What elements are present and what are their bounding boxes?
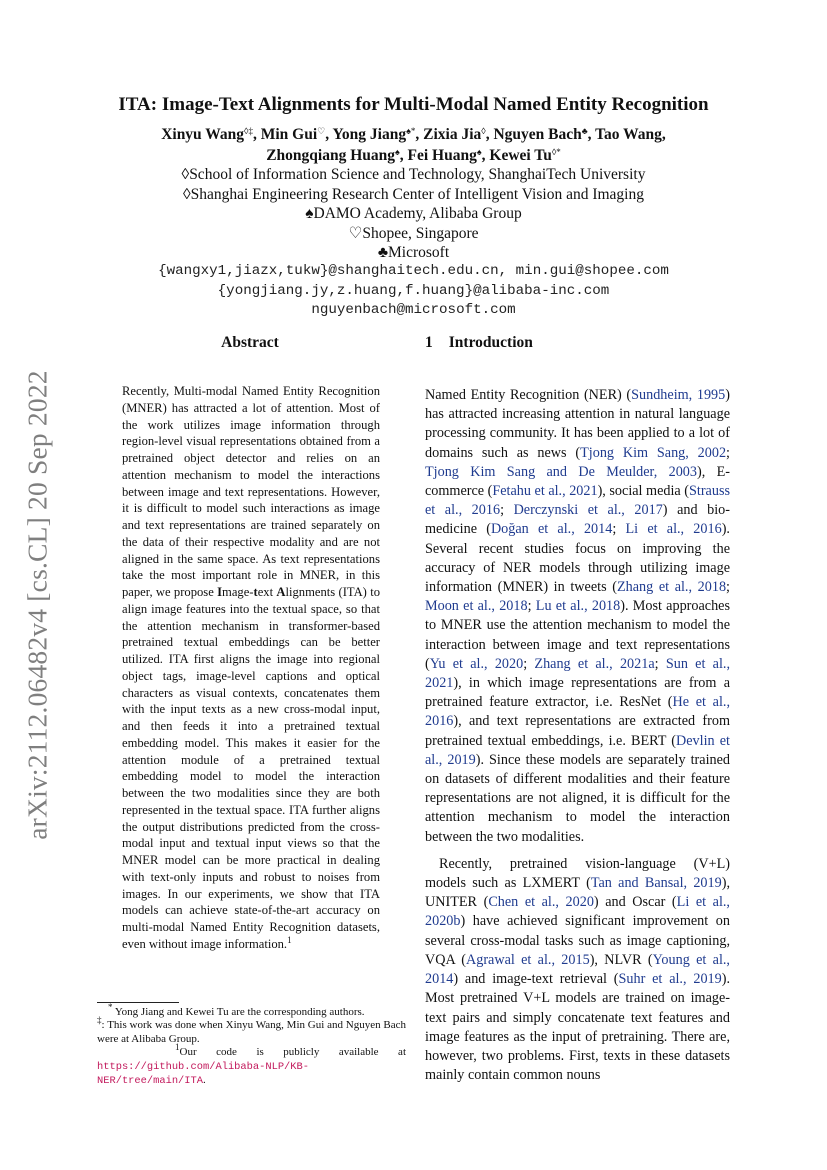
arxiv-identifier-text: arXiv:2112.06482v4 [cs.CL] 20 Sep 2022	[22, 370, 54, 840]
citation-link[interactable]: Young et al., 2014	[425, 951, 730, 988]
code-url-link[interactable]: https://github.com/Alibaba-NLP/KB-NER/tree/main/ITA	[97, 1060, 310, 1088]
arxiv-identifier	[18, 365, 58, 845]
citation-link[interactable]: Yu et al., 2020	[429, 655, 524, 672]
intro-text: ;	[726, 444, 730, 461]
citation-link[interactable]: Devlin et al., 2019	[425, 732, 730, 768]
footnote-mark: ‡	[97, 1015, 102, 1026]
author-name: Fei Huang	[407, 147, 477, 164]
intro-text: ). Several recent studies focus on improving the accuracy of NER models through utilizing image information (MNER) in tweets (	[425, 521, 730, 596]
citation-link[interactable]: Tjong Kim Sang and De Meulder, 2003	[425, 463, 697, 480]
abstract-heading: Abstract	[221, 334, 279, 351]
email-line: nguyenbach@microsoft.com	[311, 302, 516, 319]
footnotes	[97, 1002, 406, 1088]
author-line-1: Xinyu Wang◊‡, Min Gui♡, Yong Jiang♠*, Zixia Jia◊, Nguyen Bach♣, Tao Wang,	[161, 126, 666, 143]
author-name: Yong Jiang	[332, 126, 407, 143]
intro-text: ) and bio-medicine (	[425, 502, 730, 538]
intro-text: ;	[500, 502, 514, 519]
affiliation-item: ◊School of Information Science and Technology, ShanghaiTech University	[181, 166, 646, 183]
intro-text: ;	[726, 579, 730, 596]
intro-text: ) has attracted increasing attention in natural language processing community. It has been applied to a lot of domains such as news (	[425, 387, 730, 461]
intro-text: ;	[527, 598, 536, 615]
citation-link[interactable]: Lu et al., 2018	[535, 598, 621, 615]
affiliation-item: ♠DAMO Academy, Alibaba Group	[305, 205, 522, 223]
author-mark: ◊	[481, 126, 486, 137]
author-line-2: Zhongqiang Huang♠, Fei Huang♠, Kewei Tu◊*	[266, 147, 561, 164]
citation-link[interactable]: Doğan et al., 2014	[490, 521, 613, 538]
footnote-mark: 1	[175, 1042, 180, 1053]
author-mark: ♠*	[406, 126, 416, 137]
author-name: Xinyu Wang	[161, 126, 245, 143]
intro-text: ). Most pretrained V+L models are trained on image-text pairs and simply concatenate text features and image features as the input of pretraining. There are, however, two problems. First, texts in these datasets mainly contain common nouns	[425, 971, 731, 1084]
intro-text: ), E-commerce (	[425, 463, 730, 500]
citation-link[interactable]: He et al., 2016	[425, 694, 730, 730]
intro-paragraph-2	[425, 855, 730, 1085]
intro-text: ). Since these models are separately trained on datasets of different modalities and their feature representations are not aligned, it is difficult for the attention mechanism to model the interaction between the two modalities.	[425, 751, 730, 845]
intro-text: ). Most approaches to MNER use the attention mechanism to model the interaction between image and text representations (	[425, 598, 730, 672]
intro-text: ;	[523, 655, 535, 672]
intro-paragraph-1	[425, 386, 730, 847]
intro-text: ) and image-text retrieval (	[453, 971, 619, 988]
abstract-bold-letter: I	[217, 585, 223, 599]
intro-heading	[425, 334, 533, 352]
footnote-ref[interactable]: 1	[287, 934, 292, 945]
intro-text: Named Entity Recognition (NER) (	[425, 387, 632, 403]
affiliation-item: ♣Microsoft	[377, 244, 450, 262]
intro-body	[425, 386, 730, 1085]
citation-link[interactable]: Suhr et al., 2019	[618, 971, 722, 988]
footnote-alibaba	[97, 1015, 406, 1046]
author-name: Nguyen Bach	[493, 126, 582, 143]
intro-text: Recently, pretrained vision-language (V+L) models such as LXMERT (	[425, 855, 730, 892]
affiliation-item: ◊Shanghai Engineering Research Center of Intelligent Vision and Imaging	[183, 185, 644, 203]
citation-link[interactable]: Sun et al., 2021	[425, 655, 730, 692]
author-mark: ♡	[317, 126, 326, 137]
author-name: Tao Wang,	[595, 126, 666, 143]
abstract-text: lignments	[285, 585, 336, 599]
section-title: Introduction	[448, 334, 533, 351]
citation-link[interactable]: Li et al., 2020b	[425, 894, 730, 930]
intro-text: ), UNITER (	[425, 875, 730, 911]
citation-link[interactable]: Sundheim, 1995	[631, 387, 726, 403]
footnote-corresponding	[97, 1002, 406, 1019]
author-name: Zixia Jia	[423, 126, 482, 143]
intro-text: ), social media (	[597, 483, 689, 500]
abstract-text: Recently, Multi-modal Named Entity Recognition (MNER) has attracted a lot of attention. Most of the work utilizes image information through region-level visual representations obtained from a pretrained object detector and relies on an attention mechanism to model the interactions between image and text representations. However, it is difficult to model such interactions as image and text representations are trained separately on the data of their respective modality and are not aligned in the same space. As text representations take the most important role in MNER, in this paper, we propose	[122, 384, 380, 599]
citation-link[interactable]: Derczynski et al., 2017	[513, 502, 663, 519]
footnote-code	[97, 1042, 406, 1088]
abstract-bold-letter: A	[276, 585, 286, 599]
citation-link[interactable]: Agrawal et al., 2015	[465, 951, 590, 968]
affiliation-list	[0, 165, 827, 263]
citation-link[interactable]: Tjong Kim Sang, 2002	[580, 444, 727, 461]
author-list	[60, 124, 767, 166]
abstract-bold-letter: t	[253, 585, 258, 599]
footnote-mark: *	[108, 1002, 113, 1013]
paper-title: ITA: Image-Text Alignments for Multi-Modal Named Entity Recognition	[118, 94, 709, 115]
author-name: Kewei Tu	[489, 147, 552, 164]
affiliation-item: ♡Shopee, Singapore	[348, 224, 479, 242]
author-mark: ♠	[476, 147, 482, 158]
author-name: Zhongqiang Huang	[266, 147, 395, 164]
intro-text: ), in which image representations are from a pretrained feature extractor, i.e. ResNet (	[425, 675, 730, 711]
footnote-text: Yong Jiang and Kewei Tu are the corresponding authors.	[112, 1006, 365, 1018]
abstract-text: (ITA) to align image features into the textual space, so that the attention mechanism in transformer-based pretrained textual embeddings can be better utilized. ITA first aligns the image into regional object tags, image-level captions and optical characters as visual contexts, concatenates them with the input texts as a new cross-modal input, and then feeds it into a pretrained textual embedding model. This makes it easier for the attention module of a pretrained textual embedding model to model the interaction between the two modalities since they are both represented in the textual space. ITA further aligns the output distributions predicted from the cross-modal input and textual input views so that the MNER model can be more practical in dealing with text-only inputs and robust to noises from images. In our experiments, we show that ITA models can achieve state-of-the-art accuracy on multi-modal Named Entity Recognition datasets, even without image information.	[122, 585, 380, 951]
intro-text: ) have achieved significant improvement on several cross-modal tasks such as image captioning, VQA (	[425, 913, 730, 968]
author-mark: ♣	[581, 126, 588, 137]
abstract-text: ext	[257, 585, 277, 599]
email-list	[0, 262, 827, 321]
intro-text: ), NLVR (	[589, 951, 653, 968]
footnote-text: .	[203, 1074, 206, 1087]
abstract-body	[122, 383, 380, 953]
intro-text: ;	[654, 655, 666, 672]
intro-text: ;	[612, 521, 626, 538]
author-mark: ◊*	[551, 147, 561, 158]
footnote-text: Our code is publicly available at	[179, 1046, 406, 1059]
citation-link[interactable]: Zhang et al., 2021a	[534, 655, 655, 672]
author-mark: ◊‡	[244, 126, 253, 137]
email-line: {wangxy1,jiazx,tukw}@shanghaitech.edu.cn, min.gui@shopee.com	[158, 263, 669, 279]
section-number: 1	[425, 334, 433, 351]
intro-text: ) and Oscar (	[593, 894, 677, 911]
citation-link[interactable]: Moon et al., 2018	[425, 598, 528, 615]
intro-text: ), and text representations are extracted from pretrained textual embeddings, i.e. BERT (	[425, 713, 730, 749]
citation-link[interactable]: Zhang et al., 2018	[616, 579, 727, 596]
citation-link[interactable]: Chen et al., 2020	[488, 894, 594, 911]
citation-link[interactable]: Li et al., 2016	[625, 521, 722, 538]
citation-link[interactable]: Fetahu et al., 2021	[492, 483, 598, 500]
email-line: {yongjiang.jy,z.huang,f.huang}@alibaba-inc.com	[217, 282, 610, 299]
footnote-text: : This work was done when Xinyu Wang, Min Gui and Nguyen Bach were at Alibaba Group.	[97, 1019, 406, 1045]
author-mark: ♠	[395, 147, 400, 158]
citation-link[interactable]: Tan and Bansal, 2019	[590, 875, 722, 892]
author-name: Min Gui	[260, 126, 318, 143]
abstract-text: mage-	[222, 585, 254, 599]
citation-link[interactable]: Strauss et al., 2016	[425, 483, 730, 519]
